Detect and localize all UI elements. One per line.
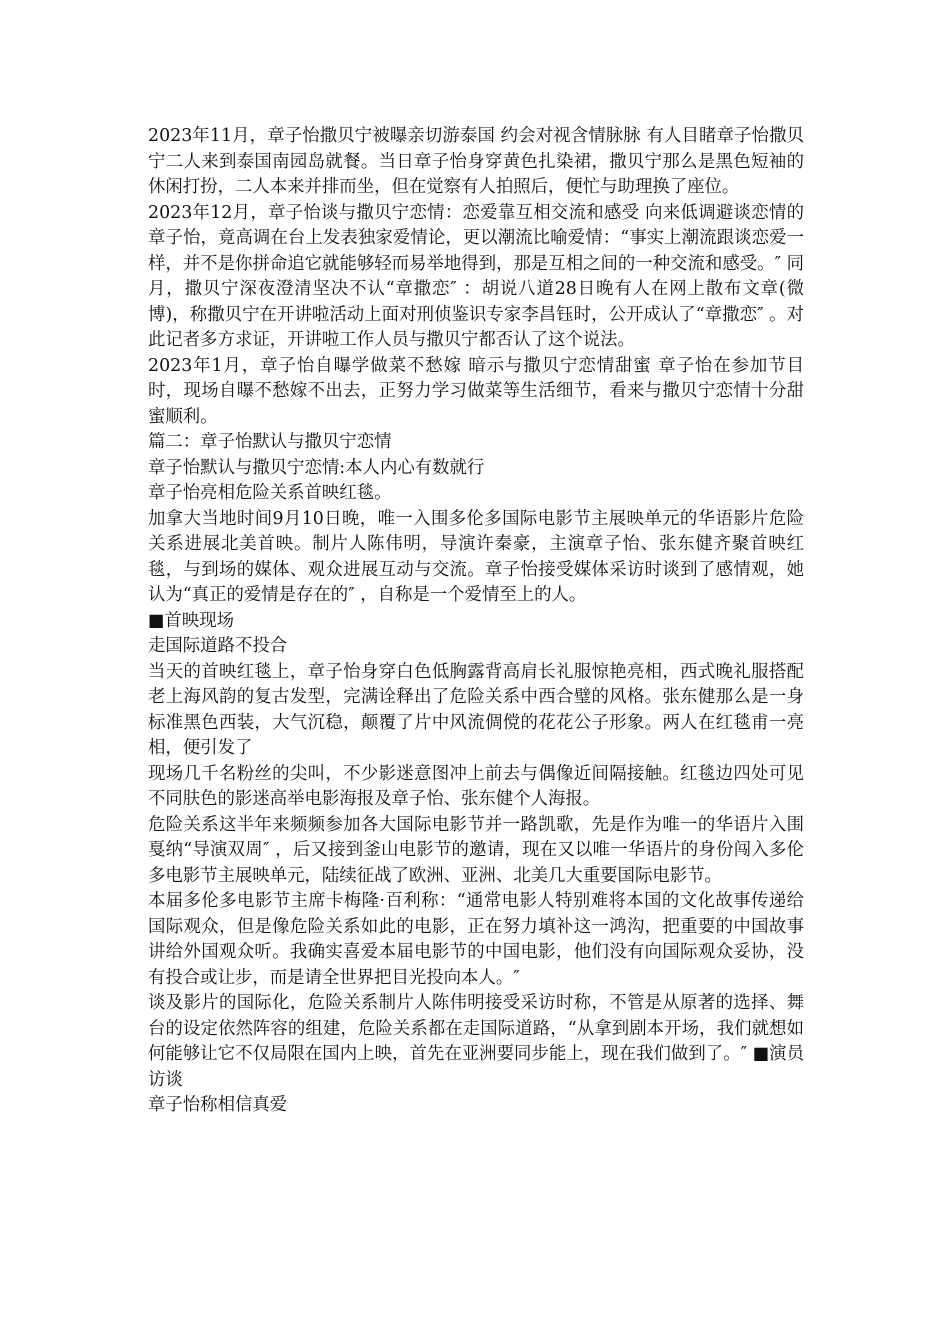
paragraph-2023-1: 2023年1月，章子怡自曝学做菜不愁嫁 暗示与撒贝宁恋情甜蜜 章子怡在参加节目时，现场自曝不愁嫁不出去，正努力学习做菜等生活细节，看来与撒贝宁恋情十分甜蜜顺利。 xyxy=(148,355,804,427)
paragraph-producer-interview: 谈及影片的国际化，危险关系制片人陈伟明接受采访时称，不管是从原著的选择、舞台的设定依然阵容的组建，危险关系都在走国际道路，“从拿到剧本开场，我们就想如何能够让它不仅局限在国内上映，首先在亚洲要同步能上，现在我们做到了。″ ■演员访谈 xyxy=(148,993,804,1090)
document-body xyxy=(148,124,804,1119)
section-heading-premiere-scene: ■首映现场 xyxy=(148,610,234,631)
photo-caption: 章子怡亮相危险关系首映红毯。 xyxy=(148,483,392,503)
paragraph-festivals: 危险关系这半年来频频参加各大国际电影节并一路凯歌，先是作为唯一的华语片入围戛纳“导演双周″ ，后又接到釜山电影节的邀请，现在又以唯一华语片的身份闯入多伦多电影节主展映单元，陆续征战了欧洲、亚洲、北美几大重要国际电影节。 xyxy=(148,814,804,886)
paragraph-premiere-intro: 加拿大当地时间9月10日晚，唯一入围多伦多国际电影节主展映单元的华语影片危险关系进展北美首映。制片人陈伟明，导演许秦豪，主演章子怡、张东健齐聚首映红毯，与到场的媒体、观众进展互动与交流。章子怡接受媒体采访时谈到了感情观，她认为“真正的爱情是存在的″ ，自称是一个爱情至上的人。 xyxy=(148,508,804,605)
subheading-believes-true-love: 章子怡称相信真爱 xyxy=(148,1095,288,1115)
article-title: 章子怡默认与撒贝宁恋情:本人内心有数就行 xyxy=(148,457,485,478)
section-heading-part-two: 篇二：章子怡默认与撒贝宁恋情 xyxy=(148,432,392,452)
paragraph-2023-11: 2023年11月，章子怡撒贝宁被曝亲切游泰国 约会对视含情脉脉 有人目睹章子怡撒贝宁二人来到泰国南园岛就餐。当日章子怡身穿黄色扎染裙，撒贝宁那么是黑色短袖的休闲打扮，二人本来并排而坐，但在觉察有人拍照后，便忙与助理换了座位。 xyxy=(148,126,804,197)
paragraph-2023-12: 2023年12月，章子怡谈与撒贝宁恋情：恋爱靠互相交流和感受 向来低调避谈恋情的章子怡，竟高调在台上发表独家爱情论，更以潮流比喻爱情：“事实上潮流跟谈恋爱一样，并不是你拼命追它就能够轻而易举地得到，那是互相之间的一种交流和感受。″ 同月，撒贝宁深夜澄清坚决不认“章撒恋″ ：胡说八道28日晚有人在网上散布文章(微博)，称撒贝宁在开讲啦活动上面对刑侦鉴识专家李昌钰时，公开成认了“章撒恋″ 。对此记者多方求证，开讲啦工作人员与撒贝宁都否认了这个说法。 xyxy=(148,202,805,350)
paragraph-fans: 现场几千名粉丝的尖叫，不少影迷意图冲上前去与偶像近间隔接触。红毯边四处可见不同肤色的影迷高举电影海报及章子怡、张东健个人海报。 xyxy=(148,763,804,809)
paragraph-red-carpet: 当天的首映红毯上，章子怡身穿白色低胸露背高肩长礼服惊艳亮相，西式晚礼服搭配老上海风韵的复古发型，完满诠释出了危险关系中西合璧的风格。张东健那么是一身标准黑色西装，大气沉稳，颠覆了片中风流倜傥的花花公子形象。两人在红毯甫一亮相，便引发了 xyxy=(148,661,804,758)
paragraph-festival-chair-quote: 本届多伦多电影节主席卡梅隆·百利称：“通常电影人特别难将本国的文化故事传递给国际观众，但是像危险关系如此的电影，正在努力填补这一鸿沟，把重要的中国故事讲给外国观众听。我确实喜爱本届电影节的中国电影，他们没有向国际观众妥协，没有投合或让步，而是请全世界把目光投向本人。″ xyxy=(148,891,804,988)
subheading-international-road: 走国际道路不投合 xyxy=(148,636,288,656)
